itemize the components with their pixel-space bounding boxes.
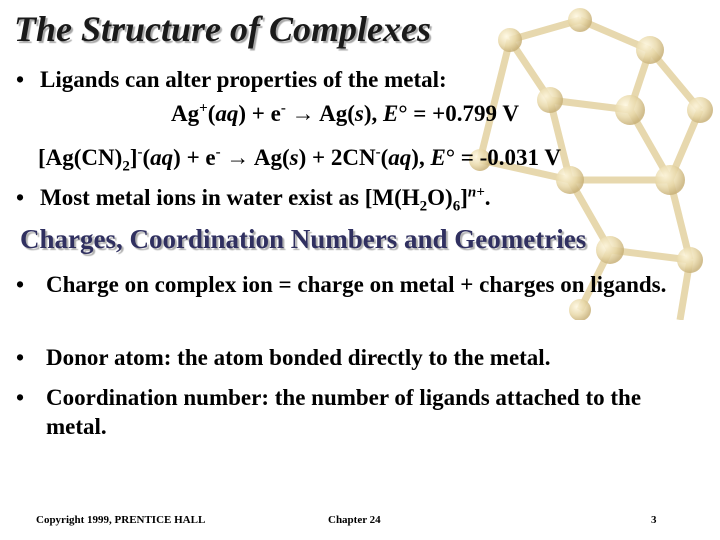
slide-title: The Structure of Complexes (14, 9, 432, 49)
bullet-marker: • (16, 385, 25, 410)
bullet-coordination-number (16, 383, 706, 441)
bullet-donor-atom (16, 343, 706, 372)
section-heading: Charges, Coordination Numbers and Geometries (20, 224, 587, 254)
bullet-text: Charge on complex ion = charge on metal + charges on ligands. (46, 272, 667, 297)
bullet-text: Ligands can alter properties of the metal: (40, 67, 447, 92)
bullet-marker: • (16, 345, 25, 370)
arrow-icon: → (291, 101, 315, 126)
bullet-marker: • (16, 185, 25, 210)
bullet-text: Donor atom: the atom bonded directly to the metal. (46, 345, 551, 370)
equation-silver-cyanide: $[Ag(CN)_2]^-(aq) + e^- \to Ag(s) + 2CN^-(aq)$, E° = -0.031 V (38, 144, 561, 175)
bullet-ligands (16, 66, 447, 94)
arrow-icon: → (226, 145, 250, 170)
footer-chapter: Chapter 24 (328, 514, 381, 526)
equation-silver-ion: Ag+(aq) + e- → Ag(s), E° = +0.799 V (171, 100, 519, 126)
bullet-charge (16, 270, 706, 299)
bullet-marker: • (16, 272, 25, 297)
footer-copyright: Copyright 1999, PRENTICE HALL (36, 514, 206, 526)
bullet-metal-ions: • Most metal ions in water exist as $[M(H_2O)_6]^{n+}$. (16, 184, 491, 215)
bullet-marker: • (16, 67, 25, 92)
footer-page-number: 3 (651, 514, 657, 526)
bullet-text: Coordination number: the number of ligands attached to the metal. (46, 385, 642, 439)
